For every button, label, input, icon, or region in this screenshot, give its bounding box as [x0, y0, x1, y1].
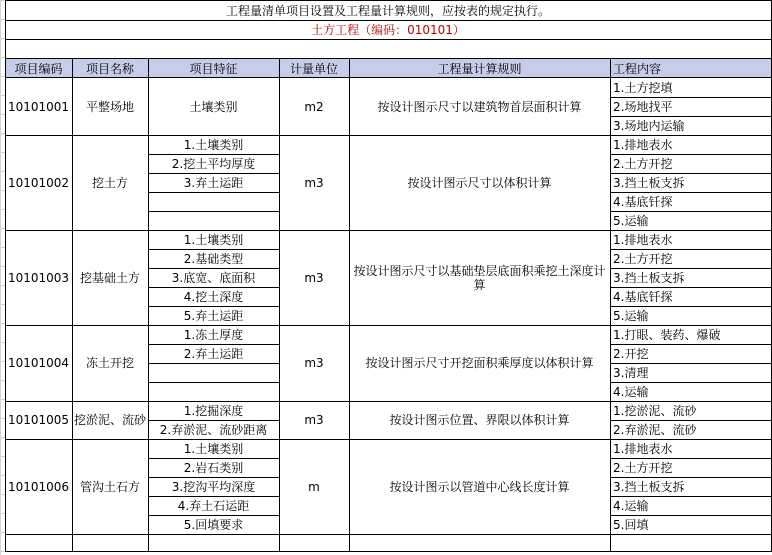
- content-cell: 4.基底钎探: [613, 289, 673, 304]
- feature-cell: 1.土壤类别: [183, 441, 244, 456]
- item-code: 10101006: [7, 479, 70, 494]
- content-cell: 2.弃淤泥、流砂: [613, 422, 697, 437]
- item-code: 10101004: [7, 356, 70, 370]
- cell-border: [610, 287, 772, 288]
- content-cell: 3.挡土板支拆: [613, 479, 685, 494]
- cell-border: [148, 477, 280, 478]
- content-cell: 4.基底钎探: [613, 194, 673, 209]
- item-rule: 按设计图示尺寸以建筑物首层面积计算: [377, 99, 582, 114]
- item-code: 10101005: [7, 413, 70, 427]
- cell-border: [610, 344, 772, 345]
- content-cell: 2.场地找平: [613, 99, 673, 114]
- feature-cell: 2.弃土运距: [183, 346, 244, 361]
- content-cell: 1.挖淤泥、流砂: [613, 403, 697, 418]
- feature-cell: 4.弃土石运距: [177, 498, 250, 513]
- content-cell: 1.排地表水: [613, 232, 673, 247]
- feature-cell: 1.土壤类别: [183, 137, 244, 152]
- content-cell: 5.运输: [613, 213, 649, 228]
- feature-cell: [148, 382, 279, 401]
- feature-cell: 2.挖土平均厚度: [171, 156, 256, 171]
- content-cell: 2.土方开挖: [613, 460, 673, 475]
- feature-cell: 1.土壤类别: [183, 232, 244, 247]
- cell-border: [610, 211, 772, 212]
- cell-border: [72, 59, 73, 552]
- cell-border: [610, 496, 772, 497]
- feature-cell: 3.底宽、底面积: [171, 270, 256, 285]
- feature-cell: 3.挖沟平均深度: [171, 479, 256, 494]
- content-cell: 5.运输: [613, 308, 649, 323]
- cell-border: [349, 59, 350, 552]
- header-unit: 计量单位: [289, 61, 338, 76]
- content-cell: 2.土方开挖: [613, 251, 673, 266]
- item-unit: m3: [304, 175, 324, 190]
- item-unit: m: [308, 479, 320, 494]
- content-cell: 1.土方挖填: [613, 80, 673, 95]
- cell-border: [148, 154, 280, 155]
- feature-cell: 土壤类别: [189, 99, 238, 114]
- cell-border: [5, 0, 772, 1]
- cell-border: [5, 0, 6, 59]
- cell-border: [148, 382, 280, 383]
- cell-border: [5, 551, 772, 552]
- cell-border: [610, 192, 772, 193]
- item-name: 冻土开挖: [85, 356, 134, 370]
- cell-border: [148, 192, 280, 193]
- cell-border: [148, 59, 149, 552]
- cell-border: [148, 420, 280, 421]
- cell-border: [148, 458, 280, 459]
- cell-border: [148, 268, 280, 269]
- header-content: 工程内容: [613, 61, 662, 76]
- item-code: 10101003: [7, 270, 70, 285]
- cell-border: [148, 496, 280, 497]
- item-rule: 按设计图示尺寸以基础垫层底面积乘挖土深度计算: [353, 263, 606, 292]
- cell-border: [610, 420, 772, 421]
- cell-border: [610, 477, 772, 478]
- item-rule: 按设计图示位置、界限以体积计算: [389, 413, 570, 427]
- header-code: 项目编码: [14, 61, 63, 76]
- cell-border: [610, 268, 772, 269]
- content-cell: 4.运输: [613, 498, 649, 513]
- cell-border: [279, 59, 280, 552]
- feature-cell: [148, 192, 279, 211]
- content-cell: 2.开挖: [613, 346, 649, 361]
- cell-border: [0, 0, 1, 555]
- cell-border: [148, 287, 280, 288]
- content-cell: 3.场地内运输: [613, 118, 685, 133]
- feature-cell: 3.弃土运距: [183, 175, 244, 190]
- content-cell: 3.挡土板支拆: [613, 270, 685, 285]
- feature-cell: 1.挖掘深度: [183, 403, 244, 418]
- item-name: 挖土方: [91, 175, 128, 190]
- feature-cell: 5.回填要求: [183, 517, 244, 532]
- feature-cell: 2.岩石类别: [183, 460, 244, 475]
- item-unit: m3: [304, 270, 324, 285]
- content-cell: 1.打眼、装药、爆破: [613, 327, 721, 342]
- feature-cell: 1.冻土厚度: [183, 327, 244, 342]
- cell-border: [610, 458, 772, 459]
- content-cell: 1.排地表水: [613, 137, 673, 152]
- cell-border: [610, 249, 772, 250]
- cell-border: [610, 97, 772, 98]
- cell-border: [148, 173, 280, 174]
- cell-border: [5, 534, 772, 535]
- cell-border: [148, 515, 280, 516]
- item-name: 挖淤泥、流砂: [73, 413, 146, 427]
- cell-border: [610, 306, 772, 307]
- item-code: 10101001: [7, 99, 70, 114]
- feature-cell: [148, 211, 279, 230]
- sheet-title: 工程量清单项目设置及工程量计算规则，应按表的规定执行。: [225, 3, 550, 18]
- cell-border: [148, 211, 280, 212]
- header-rule: 工程量计算规则: [437, 61, 522, 76]
- cell-border: [5, 39, 772, 40]
- feature-cell: [148, 363, 279, 382]
- content-cell: 4.运输: [613, 384, 649, 399]
- cell-border: [610, 154, 772, 155]
- header-features: 项目特征: [189, 61, 238, 76]
- cell-border: [148, 306, 280, 307]
- cell-border: [610, 116, 772, 117]
- feature-cell: 4.挖土深度: [183, 289, 244, 304]
- header-name: 项目名称: [85, 61, 134, 76]
- cell-border: [148, 344, 280, 345]
- item-unit: m3: [304, 413, 324, 427]
- cell-border: [610, 382, 772, 383]
- cell-border: [610, 363, 772, 364]
- item-unit: m3: [304, 356, 324, 370]
- item-name: 平整场地: [85, 99, 134, 114]
- content-cell: 3.挡土板支拆: [613, 175, 685, 190]
- feature-cell: 2.基础类型: [183, 251, 244, 266]
- item-rule: 按设计图示尺寸以体积计算: [407, 175, 552, 190]
- item-rule: 按设计图示尺寸开挖面积乘厚度以体积计算: [365, 356, 594, 370]
- content-cell: 3.清理: [613, 365, 649, 380]
- feature-cell: 2.弃淤泥、流砂距离: [159, 422, 268, 437]
- item-name: 挖基础土方: [79, 270, 140, 285]
- content-cell: 1.排地表水: [613, 441, 673, 456]
- cell-border: [5, 20, 772, 21]
- cell-border: [148, 249, 280, 250]
- item-code: 10101002: [7, 175, 70, 190]
- feature-cell: 5.弃土运距: [183, 308, 244, 323]
- cell-border: [610, 59, 611, 552]
- sheet-subtitle: 土方工程（编码：010101）: [311, 22, 465, 37]
- item-name: 管沟土石方: [79, 479, 140, 494]
- cell-border: [148, 363, 280, 364]
- cell-border: [610, 173, 772, 174]
- item-unit: m2: [304, 99, 324, 114]
- content-cell: 2.土方开挖: [613, 156, 673, 171]
- cell-border: [610, 515, 772, 516]
- content-cell: 5.回填: [613, 517, 649, 532]
- item-rule: 按设计图示以管道中心线长度计算: [389, 479, 570, 494]
- cell-border: [5, 59, 6, 552]
